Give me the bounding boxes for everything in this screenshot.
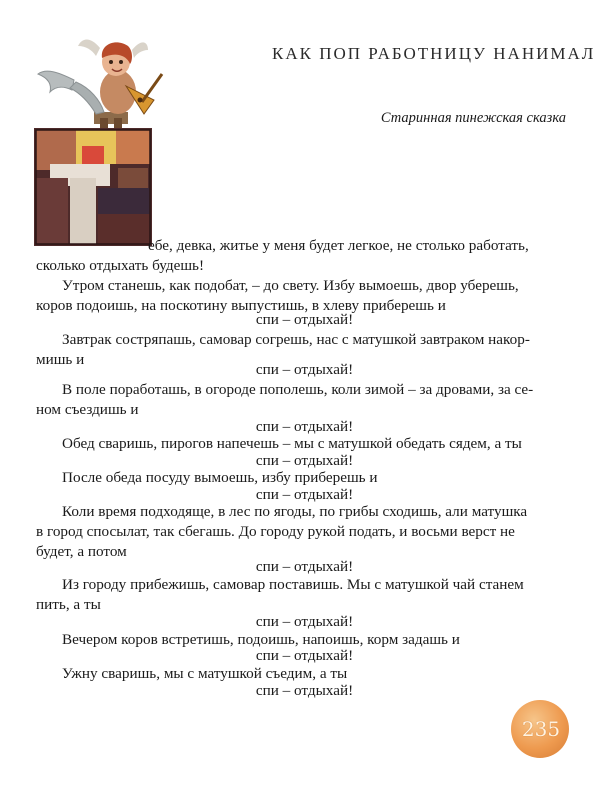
text-line-7: В поле поработашь, в огороде пополешь, коли зимой – за дровами, за се- bbox=[62, 381, 534, 398]
text-line-16: Вечером коров встретишь, подоишь, напоишь, корм задашь и bbox=[62, 631, 460, 648]
refrain-1: спи – отдыхай! bbox=[255, 311, 354, 328]
text-line-2: сколько отдыхать будешь! bbox=[36, 257, 205, 274]
text-line-6: мишь и bbox=[36, 351, 85, 368]
refrain-8: спи – отдыхай! bbox=[255, 647, 354, 664]
text-line-11: Коли время подходяще, в лес по ягоды, по грибы сходишь, али матушка bbox=[62, 503, 528, 520]
text-line-10: После обеда посуду вымоешь, избу приберешь и bbox=[62, 469, 378, 486]
refrain-9: спи – отдыхай! bbox=[255, 682, 354, 699]
refrain-7: спи – отдыхай! bbox=[255, 613, 354, 630]
refrain-2: спи – отдыхай! bbox=[255, 361, 354, 378]
refrain-4: спи – отдыхай! bbox=[255, 452, 354, 469]
refrain-5: спи – отдыхай! bbox=[255, 486, 354, 503]
page-number: 235 bbox=[521, 717, 561, 741]
page-subtitle: Старинная пинежская сказка bbox=[380, 110, 566, 126]
text-line-13: будет, а потом bbox=[36, 543, 127, 560]
refrain-3: спи – отдыхай! bbox=[255, 418, 354, 435]
text-line-5: Завтрак состряпашь, самовар согрешь, нас с матушкой завтраком накор- bbox=[62, 331, 530, 348]
text-line-14: Из городу прибежишь, самовар поставишь. Мы с матушкой чай станем bbox=[62, 576, 524, 593]
text-line-4: коров подоишь, на поскотину выпустишь, в хлеву приберешь и bbox=[36, 297, 446, 314]
text-line-12: в город спосылат, так сбегашь. До городу рукой подать, и восьми верст не bbox=[36, 523, 515, 540]
page-title: КАК ПОП РАБОТНИЦУ НАНИМАЛ bbox=[272, 44, 596, 63]
text-line-15: пить, а ты bbox=[36, 596, 101, 613]
text-line-17: Ужну сваришь, мы с матушкой съедим, а ты bbox=[62, 665, 348, 682]
text-line-1: ебе, девка, житье у меня будет легкое, не столько работать, bbox=[148, 237, 529, 254]
drop-cap-illustration bbox=[30, 28, 166, 250]
text-line-9: Обед сваришь, пирогов напечешь – мы с матушкой обедать сядем, а ты bbox=[62, 435, 522, 452]
text-line-8: ном съездишь и bbox=[36, 401, 139, 418]
refrain-6: спи – отдыхай! bbox=[255, 558, 354, 575]
text-line-3: Утром станешь, как подобат, – до свету. Избу вымоешь, двор уберешь, bbox=[62, 277, 519, 294]
